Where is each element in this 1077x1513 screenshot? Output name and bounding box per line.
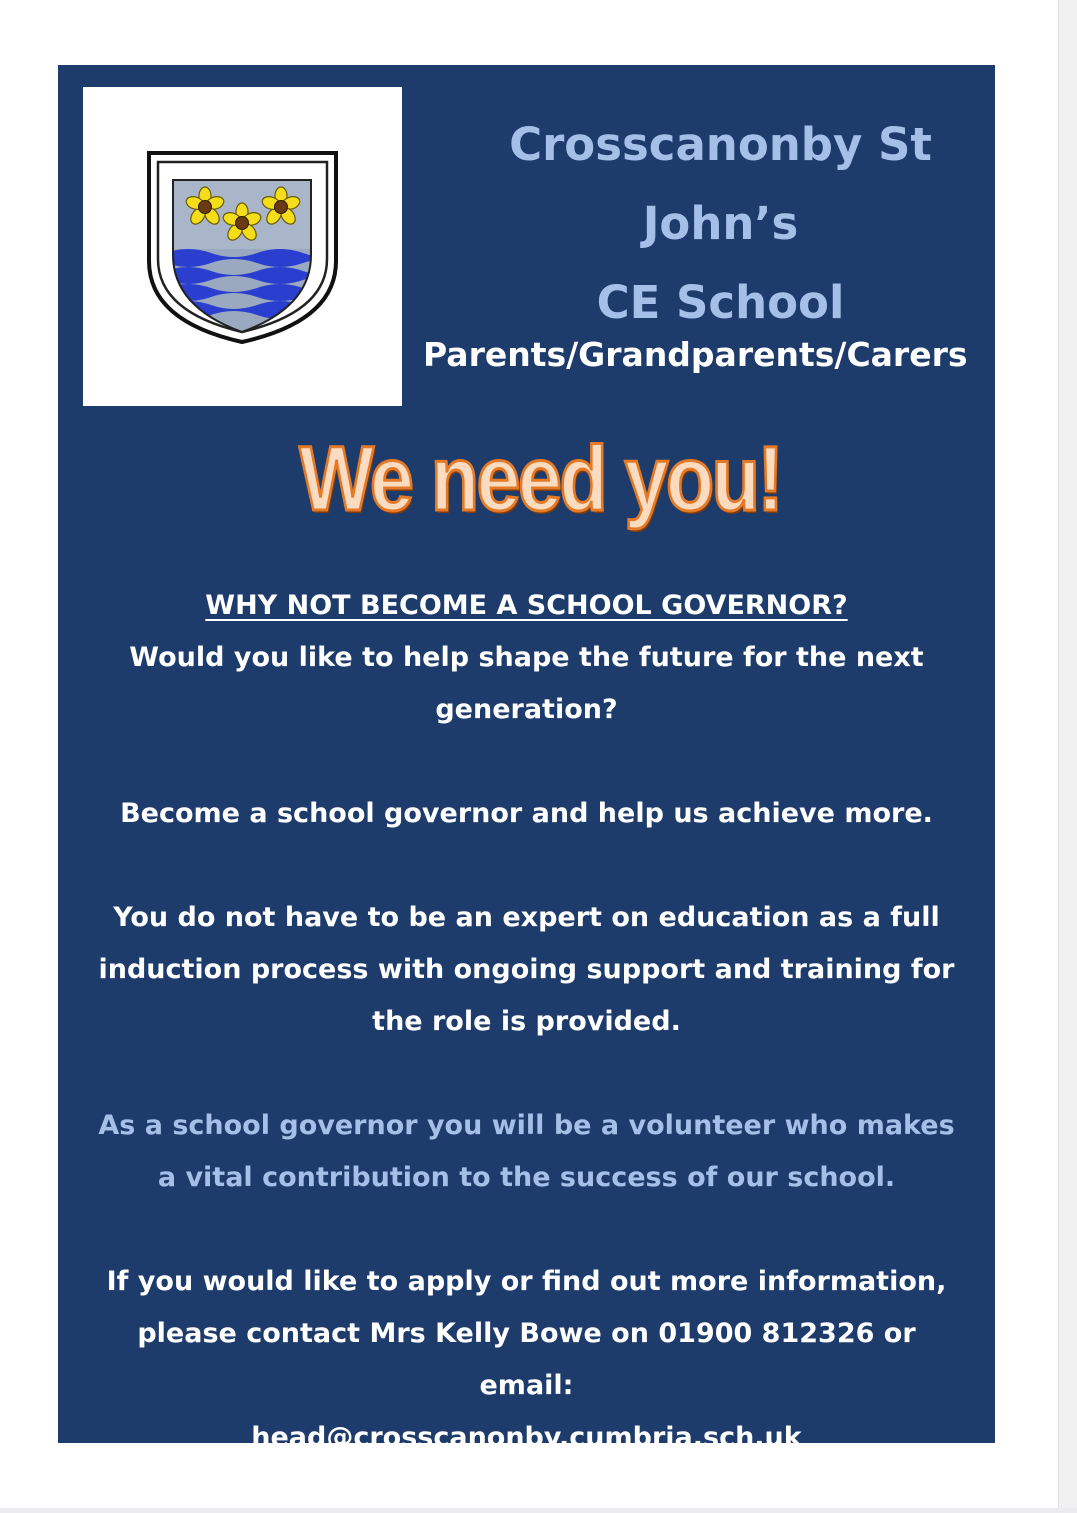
section-heading <box>88 580 965 632</box>
question-paragraph: Would you like to help shape the future for the next generation? <box>129 642 924 725</box>
invitation-paragraph: Become a school governor and help us achieve more. <box>120 798 933 829</box>
school-name-line2: CE School <box>596 276 845 329</box>
volunteer-paragraph: As a school governor you will be a volunteer who makes a vital contribution to the success of our school. <box>98 1110 955 1193</box>
reassurance-paragraph: You do not have to be an expert on education as a full induction process with ongoing support and training for the role is provided. <box>98 902 955 1037</box>
body-copy <box>88 580 965 1464</box>
contact-paragraph: If you would like to apply or find out more information, please contact Mrs Kelly Bowe on 01900 812326 or email: <box>106 1266 947 1401</box>
contact-email: head@crosscanonby.cumbria.sch.uk <box>251 1422 802 1453</box>
section-heading-text: WHY NOT BECOME A SCHOOL GOVERNOR? <box>205 590 848 621</box>
headline-text: We need you! <box>299 428 782 530</box>
governor-recruitment-poster <box>58 65 995 1453</box>
page-edge <box>1058 0 1077 1513</box>
crest-panel <box>83 87 402 406</box>
school-name <box>438 105 1003 342</box>
school-crest-icon <box>145 149 340 344</box>
audience-line: Parents/Grandparents/Carers <box>423 335 968 374</box>
school-name-line1: Crosscanonby St John’s <box>509 118 932 250</box>
headline <box>58 427 1023 532</box>
page-bottom-edge <box>0 1508 1077 1513</box>
